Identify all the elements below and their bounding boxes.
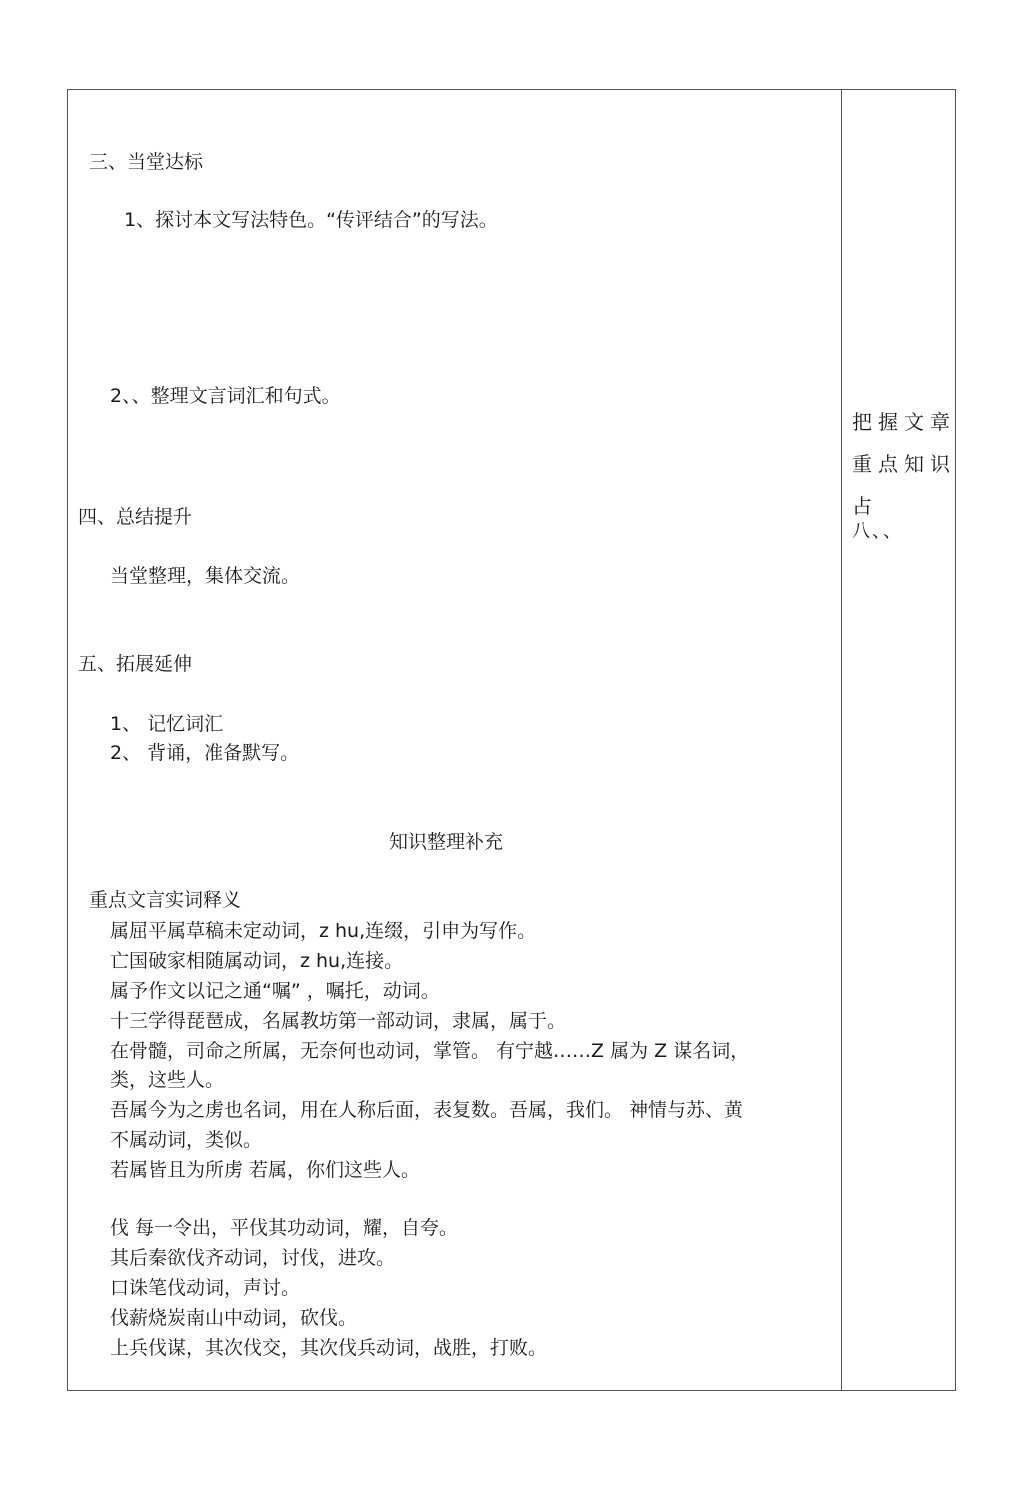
knowledge-line: 不属动词，类似。 <box>110 1129 263 1151</box>
section-3-item-2: 2、、整理文言词汇和句式。 <box>110 385 341 407</box>
knowledge-line: 口诛笔伐动词，声讨。 <box>110 1277 301 1299</box>
column-divider <box>841 89 842 1391</box>
knowledge-line: 吾属今为之虏也名词，用在人称后面，表复数。吾属，我们。 神情与苏、黄 <box>110 1099 744 1121</box>
knowledge-line: 伐 每一令出，平伐其功动词，耀，自夸。 <box>110 1217 459 1239</box>
knowledge-heading: 知识整理补充 <box>389 831 504 853</box>
knowledge-line: 在骨髓，司命之所属，无奈何也动词，掌管。 有宁越……Z 属为 Z 谋名词， <box>110 1040 750 1062</box>
section-4-title: 四、总结提升 <box>78 506 193 528</box>
knowledge-line: 上兵伐谋，其次伐交，其次伐兵动词，战胜，打败。 <box>110 1337 548 1359</box>
section-5-item-1: 1、 记忆词汇 <box>110 713 224 735</box>
side-note-line-2: 重点知识 <box>852 452 956 476</box>
section-5-item-2: 2、 背诵，准备默写。 <box>110 742 300 764</box>
knowledge-line: 属予作文以记之通“嘱” ，嘱托，动词。 <box>110 980 440 1002</box>
knowledge-line: 若属皆且为所虏 若属，你们这些人。 <box>110 1159 421 1181</box>
knowledge-subheading: 重点文言实词释义 <box>89 889 242 911</box>
knowledge-line: 亡国破家相随属动词，z hu,连接。 <box>110 950 404 972</box>
section-5-title: 五、拓展延伸 <box>78 653 193 675</box>
knowledge-line: 十三学得琵琶成，名属教坊第一部动词，隶属，属于。 <box>110 1010 567 1032</box>
knowledge-line: 属屈平属草稿未定动词，z hu,连缀，引申为写作。 <box>110 920 537 942</box>
knowledge-line: 其后秦欲伐齐动词，讨伐，进攻。 <box>110 1247 396 1269</box>
section-3-title: 三、当堂达标 <box>89 151 204 173</box>
side-note-line-1: 把握文章 <box>852 410 956 434</box>
section-3-item-1: 1、探讨本文写法特色。“传评结合”的写法。 <box>124 209 498 231</box>
knowledge-line: 类，这些人。 <box>110 1069 225 1091</box>
side-note-line-4: 八、、 <box>852 521 903 542</box>
side-note-line-3: 占 <box>852 494 878 518</box>
section-4-body: 当堂整理，集体交流。 <box>110 565 301 587</box>
knowledge-line: 伐薪烧炭南山中动词，砍伐。 <box>110 1307 358 1329</box>
table-border <box>67 89 956 1391</box>
